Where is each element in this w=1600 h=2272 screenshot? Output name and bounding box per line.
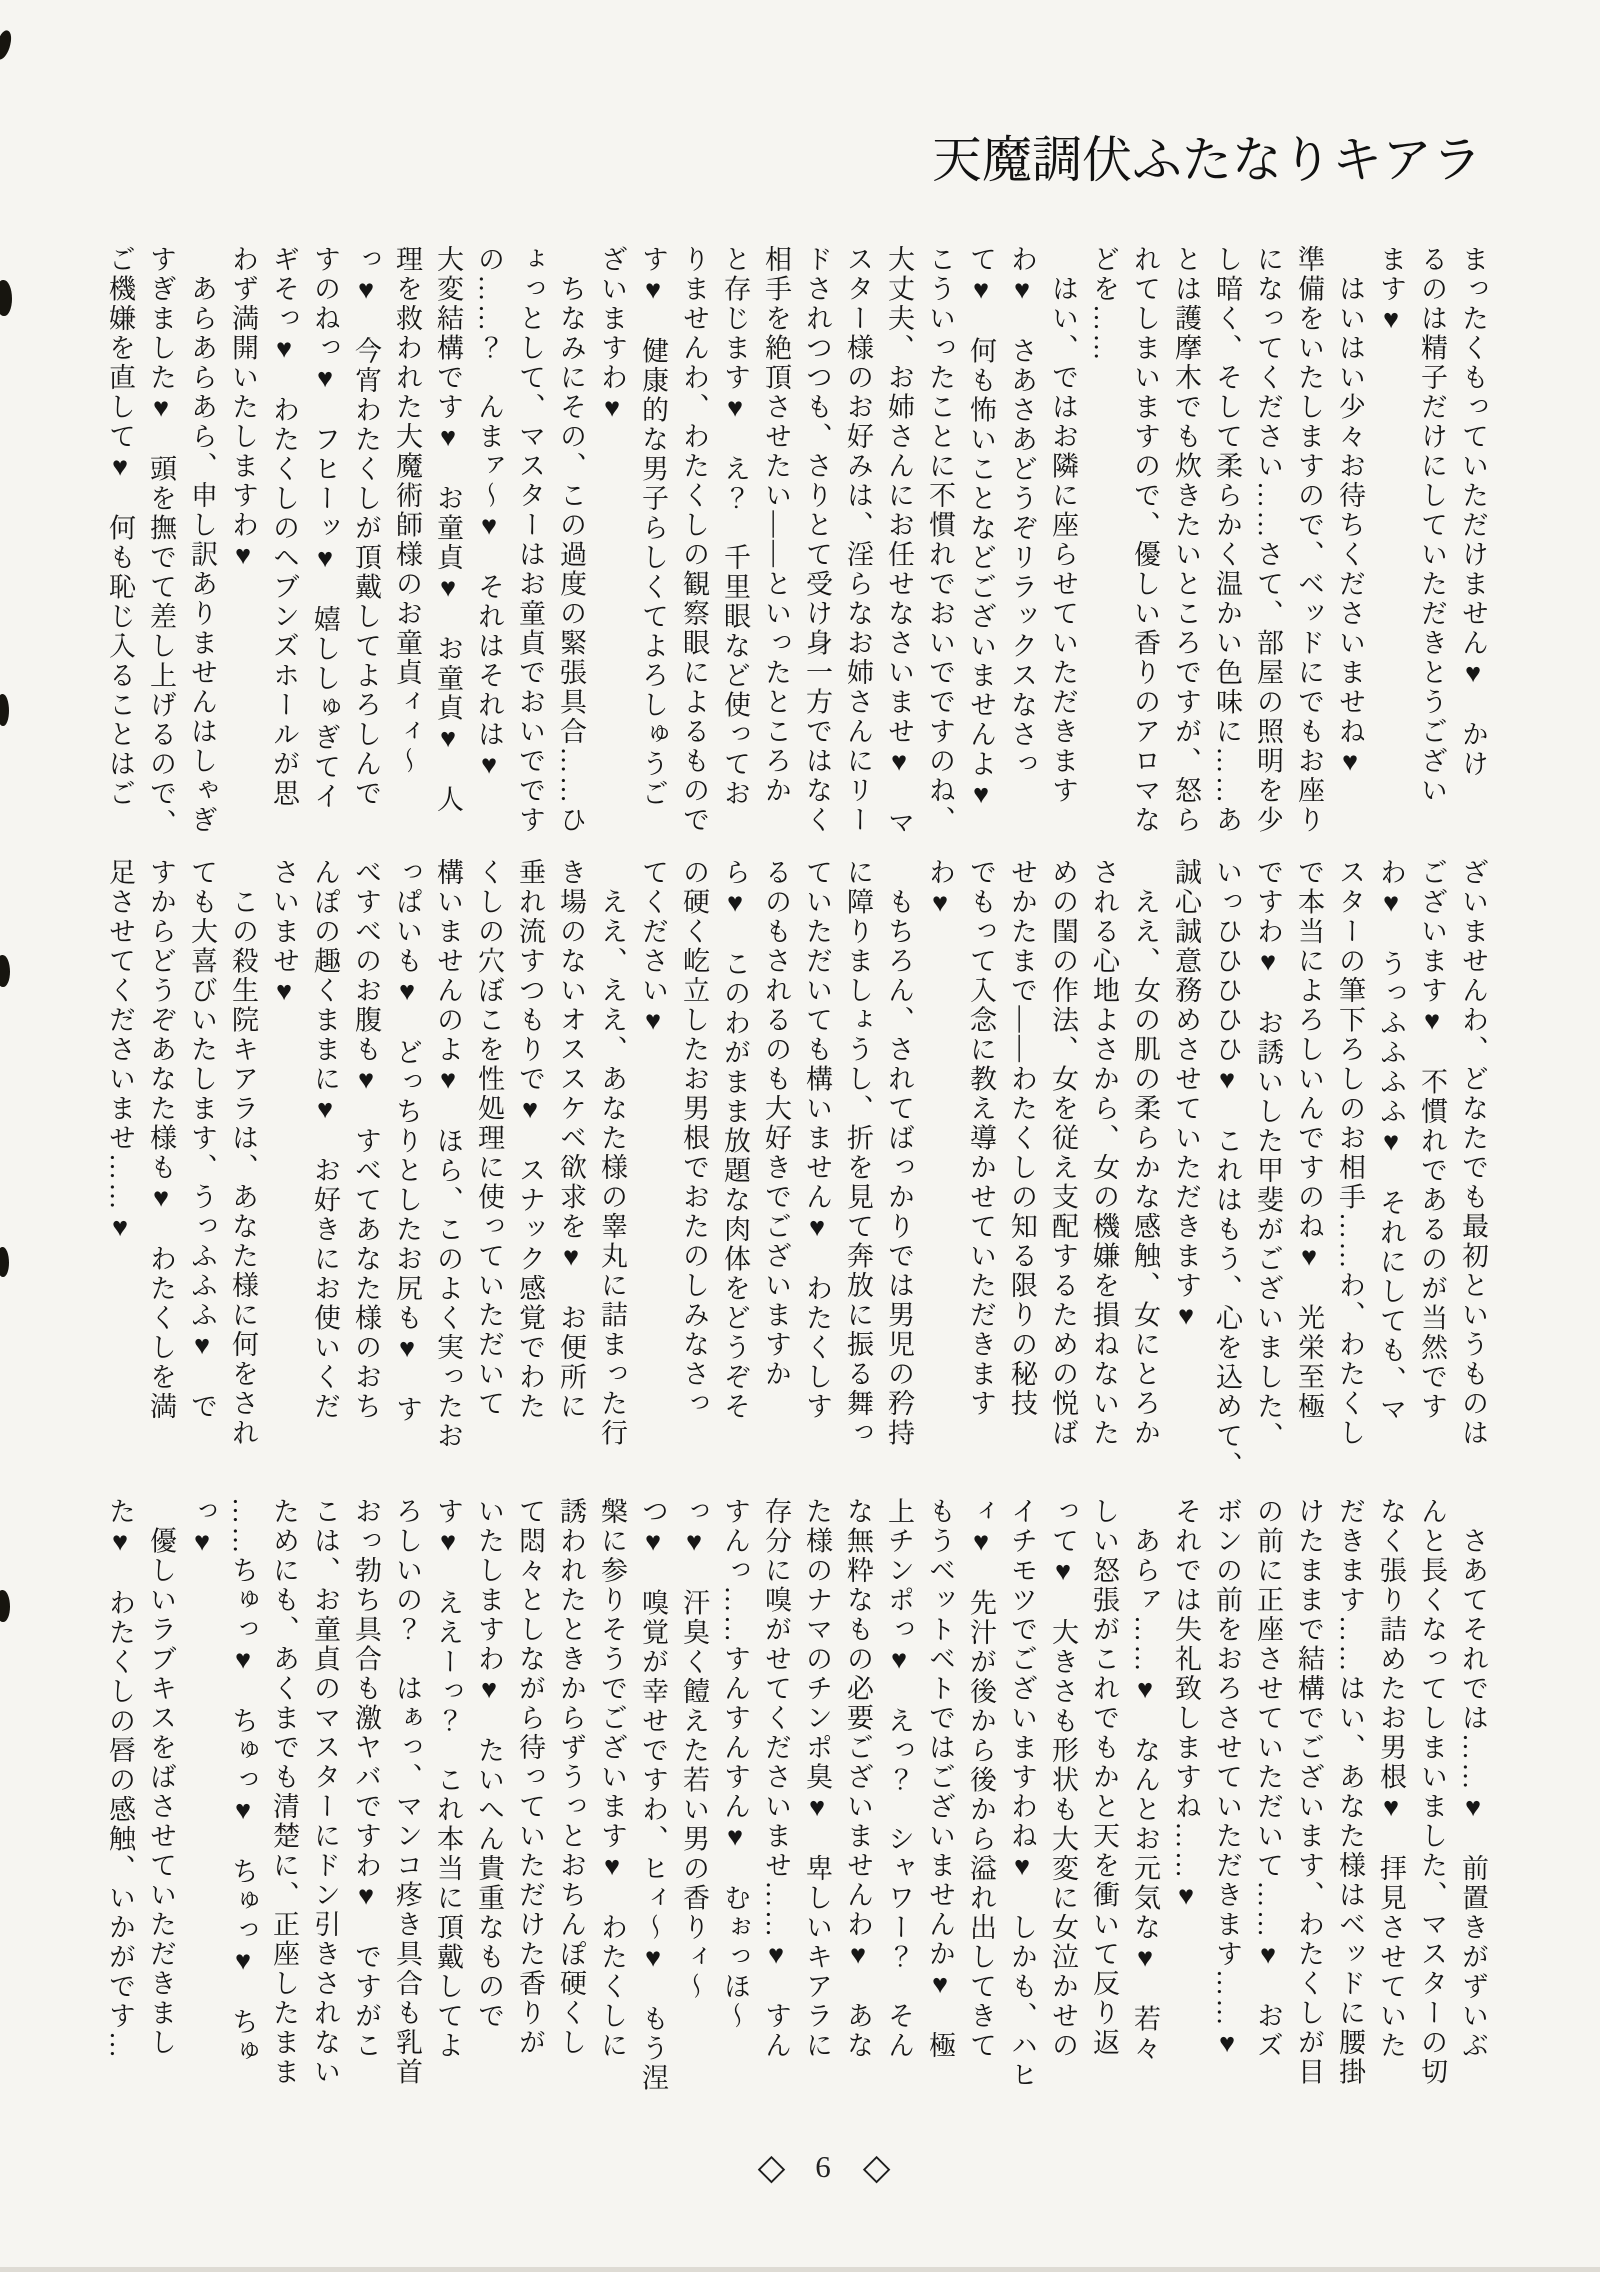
text-column: す♥ 健康的な男子らしくてよろしゅうご — [638, 245, 668, 809]
scan-artifact — [0, 29, 14, 62]
text-column: とは護摩木でも炊きたいところですが、怒ら — [1171, 245, 1201, 835]
text-column: す♥ ええーっ？ これ本当に頂戴してよ — [433, 1497, 463, 2061]
text-column: るのは精子だけにしていただきとうござい — [1417, 245, 1447, 806]
text-column: な無粋なもの必要ございませんわ♥ あな — [843, 1497, 873, 2061]
text-column: んと長くなってしまいました、マスターの切 — [1417, 1497, 1447, 2087]
text-column: こういったことに不慣れでおいでですのね、 — [925, 245, 955, 835]
text-column: おっ勃ち具合も激ヤバですわ♥ ですがこ — [351, 1497, 381, 2061]
text-column: まったくもっていただけません♥ かけ — [1458, 245, 1488, 779]
text-column: っ♥ 今宵わたくしが頂戴してよろしんで — [351, 245, 381, 809]
text-column: れてしまいますので、優しい香りのアロマな — [1130, 245, 1160, 835]
text-column: この殺生院キアラは、あなた様に何をされ — [228, 858, 258, 1448]
text-column: 誘われたときからずうっとおちんぽ硬くし — [556, 1497, 586, 2058]
text-column: ためにも、あくまでも清楚に、正座したまま — [269, 1497, 299, 2087]
text-column: せかたまで――わたくしの知る限りの秘技 — [1007, 858, 1037, 1419]
text-column: ちなみにその、この過度の緊張具合……ひ — [556, 245, 586, 835]
text-column: 誠心誠意務めさせていただきます♥ — [1171, 858, 1201, 1333]
text-column: つ♥ 嗅覚が幸せですわ、ヒィ～♥ もう涅 — [638, 1497, 668, 2093]
text-column: ていただいても構いません♥ わたくしす — [802, 858, 832, 1422]
text-column: わず満開いたしますわ♥ — [228, 245, 258, 573]
text-column: っぱいも♥ どっちりとしたお尻も♥ す — [392, 858, 422, 1425]
text-column: 大変結構です♥ お童貞♥ お童貞♥ 人 — [433, 245, 463, 815]
text-column: ええ、女の肌の柔らかな感触、女にとろか — [1130, 858, 1160, 1448]
diamond-icon-right: ◇ — [862, 2147, 891, 2187]
page-number: 6 — [815, 2149, 833, 2184]
scan-artifact — [0, 1590, 10, 1622]
text-column: ざいませんわ、どなたでも最初というものは — [1458, 858, 1488, 1448]
text-column: 上チンポっ♥ えっ？ シャワー？ そん — [884, 1497, 914, 2061]
text-column: こは、お童貞のマスターにドン引きされない — [310, 1497, 340, 2087]
page-bottom-edge — [0, 2267, 1600, 2272]
text-column: に障りましょうし、折を見て奔放に振る舞っ — [843, 858, 873, 1448]
text-column: てください♥ — [638, 858, 668, 1038]
text-column: あらあらあら、申し訳ありませんはしゃぎ — [187, 245, 217, 835]
text-column: で本当によろしいんですのね♥ 光栄至極 — [1294, 858, 1324, 1422]
text-block-3 — [99, 1497, 1493, 2097]
text-column: た様のナマのチンポ臭♥ 卑しいキアラに — [802, 1497, 832, 2061]
text-column: ……ちゅっ♥ ちゅっ♥ ちゅっ♥ ちゅ — [228, 1497, 258, 2067]
text-column: べすべのお腹も♥ すべてあなた様のおち — [351, 858, 381, 1422]
text-column: あらァ……♥ なんとお元気な♥ 若々 — [1130, 1497, 1160, 2064]
text-column: はいはい少々お待ちくださいませね♥ — [1335, 245, 1365, 779]
text-column: になってください……さて、部屋の照明を少 — [1253, 245, 1283, 835]
text-column: ろしいの？ はぁっ、マンコ疼き具合も乳首 — [392, 1497, 422, 2087]
text-column: の……？ んまァ～♥ それはそれは♥ — [474, 245, 504, 782]
text-column: ええ、ええ、あなた様の睾丸に詰まった行 — [597, 858, 627, 1448]
text-column: さいませ♥ — [269, 858, 299, 1009]
text-column: ギそっ♥ わたくしのヘブンズホールが思 — [269, 245, 299, 809]
text-column: 構いませんのよ♥ ほら、このよく実ったお — [433, 858, 463, 1451]
text-column: ら♥ このわがまま放題な肉体をどうぞそ — [720, 858, 750, 1422]
text-column: めの閨の作法、女を従え支配するための悦ば — [1048, 858, 1078, 1448]
text-column: スターの筆下ろしのお相手……わ、わたくし — [1335, 858, 1365, 1448]
text-column: わ♥ うっふふふふ♥ それにしても、マ — [1376, 858, 1406, 1425]
text-column: んぽの趣くままに♥ お好きにお使いくだ — [310, 858, 340, 1422]
text-column: 理を救われた大魔術師様のお童貞ィィ～ — [392, 245, 422, 776]
text-column: すのねっ♥ フヒーッ♥ 嬉ししゅぎてイ — [310, 245, 340, 812]
text-column: ドされつつも、さりとて受け身一方ではなく — [802, 245, 832, 835]
text-column: ご機嫌を直して♥ 何も恥じ入ることはご — [105, 245, 135, 809]
text-column: るのもされるのも大好きでございますか — [761, 858, 791, 1389]
text-column: 垂れ流すつもりで♥ スナック感覚でわた — [515, 858, 545, 1422]
text-column: 足させてくださいませ……♥ — [105, 858, 135, 1245]
scan-artifact — [0, 280, 12, 316]
text-column: の前に正座させていただいて……♥ おズ — [1253, 1497, 1283, 2061]
text-column: りませんわ、わたくしの観察眼によるもので — [679, 245, 709, 835]
text-column: 準備をいたしますので、ベッドにでもお座り — [1294, 245, 1324, 835]
text-column: すぎました♥ 頭を撫でて差し上げるので、 — [146, 245, 176, 838]
text-column: 大丈夫、お姉さんにお任せなさいませ♥ マ — [884, 245, 914, 838]
text-column: それでは失礼致しますね……♥ — [1171, 1497, 1201, 1913]
text-column: 槃に参りそうでございます♥ わたくしに — [597, 1497, 627, 2061]
text-column: ございます♥ 不慣れであるのが当然です — [1417, 858, 1447, 1422]
text-column: た♥ わたくしの唇の感触、いかがです… — [105, 1497, 135, 2061]
text-block-2 — [99, 858, 1493, 1481]
text-column: し暗く、そして柔らかく温かい色味に……あ — [1212, 245, 1242, 835]
page-title: 天魔調伏ふたなりキアラ — [932, 132, 1482, 188]
page-footer — [24, 2146, 1600, 2188]
text-column: 相手を絶頂させたい――といったところか — [761, 245, 791, 806]
text-column: だきます……はい、あなた様はベッドに腰掛 — [1335, 1497, 1365, 2087]
text-column: イチモツでございますわね♥ しかも、ハヒ — [1007, 1497, 1037, 2090]
text-column: ても大喜びいたします、うっふふふ♥ で — [187, 858, 217, 1422]
diamond-icon-left: ◇ — [757, 2147, 786, 2187]
text-column: わ♥ — [925, 858, 955, 920]
text-column: て悶々としながら待っていただけた香りが — [515, 1497, 545, 2058]
text-column: スター様のお好みは、淫らなお姉さんにリー — [843, 245, 873, 835]
text-column: って♥ 大きさも形状も大変に女泣かせの — [1048, 1497, 1078, 2061]
text-column: き場のないオススケベ欲求を♥ お便所に — [556, 858, 586, 1422]
text-column: ょっとして、マスターはお童貞でおいでです — [515, 245, 545, 835]
text-column: て♥ 何も怖いことなどございませんよ♥ — [966, 245, 996, 812]
text-column: いたしますわ♥ たいへん貴重なもので — [474, 1497, 504, 2031]
text-column: ます♥ — [1376, 245, 1406, 337]
text-column: しい怒張がこれでもかと天を衝いて反り返 — [1089, 1497, 1119, 2058]
text-column: けたままで結構でございます、わたくしが目 — [1294, 1497, 1324, 2087]
text-column: 存分に嗅がせてくださいませ……♥ すん — [761, 1497, 791, 2061]
text-column: さあてそれでは……♥ 前置きがずいぶ — [1458, 1497, 1488, 2061]
text-column: なく張り詰めたお男根♥ 拝見させていた — [1376, 1497, 1406, 2061]
text-column: っ♥ 汗臭く饐えた若い男の香りィ～ — [679, 1497, 709, 2002]
text-column: される心地よさから、女の機嫌を損ねないた — [1089, 858, 1119, 1448]
scan-artifact — [0, 694, 9, 726]
text-column: の硬く屹立したお男根でおたのしみなさっ — [679, 858, 709, 1419]
text-column: ですわ♥ お誘いした甲斐がございました、 — [1253, 858, 1283, 1451]
scan-artifact — [0, 1247, 9, 1277]
text-column: すからどうぞあなた様も♥ わたくしを満 — [146, 858, 176, 1422]
text-column: はい、ではお隣に座らせていただきます — [1048, 245, 1078, 806]
text-column: ィ♥ 先汁が後から後から溢れ出してきて — [966, 1497, 996, 2061]
text-column: っ♥ — [187, 1497, 217, 1559]
text-column: すんっ……すんすんすん♥ むぉっほ～ — [720, 1497, 750, 2031]
text-column: くしの穴ぼこを性処理に使っていただいて — [474, 858, 504, 1419]
text-column: もうベットベトではございませんか♥ 極 — [925, 1497, 955, 2061]
text-column: 優しいラブキスをばさせていただきまし — [146, 1497, 176, 2058]
text-column: もちろん、されてばっかりでは男児の矜持 — [884, 858, 914, 1448]
text-column: ざいますわ♥ — [597, 245, 627, 425]
text-column: どを…… — [1089, 245, 1119, 363]
text-block-1 — [99, 245, 1493, 845]
scan-artifact — [0, 955, 10, 987]
text-column: いっひひひひひ♥ これはもう、心を込めて、 — [1212, 858, 1242, 1481]
text-column: ボンの前をおろさせていただきます……♥ — [1212, 1497, 1242, 2061]
text-column: わ♥ さあさあどうぞリラックスなさっ — [1007, 245, 1037, 779]
text-column: でもって入念に教え導かせていただきます — [966, 858, 996, 1419]
text-column: と存じます♥ え？ 千里眼など使ってお — [720, 245, 750, 809]
